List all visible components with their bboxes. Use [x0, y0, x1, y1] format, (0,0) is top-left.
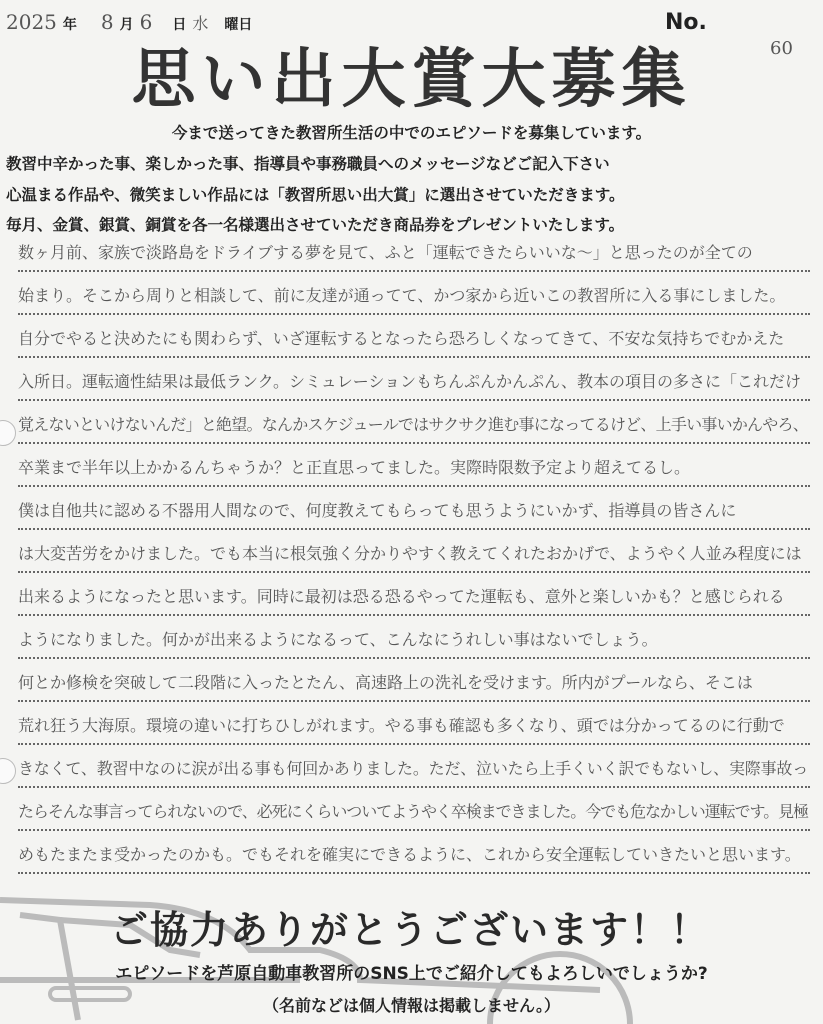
writing-line [18, 831, 810, 874]
writing-line [18, 229, 810, 272]
intro-line: 今まで送ってきた教習所生活の中でのエピソードを募集しています。 [171, 124, 652, 142]
number-value: 60 [770, 38, 793, 59]
date-field [6, 10, 252, 37]
writing-line [18, 444, 810, 487]
writing-line [18, 272, 810, 315]
handwritten-text: 何とか修検を突破して二段階に入ったとたん、高速路上の洗礼を受けます。所内がプールなら、そこは [18, 673, 753, 692]
writing-line [18, 487, 810, 530]
year-value: 2025 [6, 10, 57, 34]
writing-line [18, 702, 810, 745]
handwritten-text: 僕は自他共に認める不器用人間なので、何度教えてもらっても思うようにいかず、指導員の皆さんに [18, 501, 737, 520]
writing-line [18, 358, 810, 401]
handwritten-text: 数ヶ月前、家族で淡路島をドライブする夢を見て、ふと「運転できたらいいな～」と思ったのが全ての [18, 243, 753, 262]
handwritten-text: ようになりました。何かが出来るようになるって、こんなにうれしい事はないでしょう。 [18, 630, 658, 649]
handwritten-text: 始まり。そこから周りと相談して、前に友達が通ってて、かつ家から近いこの教習所に入る事にしました。 [18, 286, 786, 305]
weekday-value: 水 [192, 14, 209, 33]
privacy-note: （名前などは個人情報は掲載しません。） [263, 996, 560, 1015]
writing-line [18, 788, 810, 831]
punch-hole [0, 758, 16, 784]
handwritten-text: 覚えないといけないんだ」と絶望。なんかスケジュールではサクサク進む事になってるけど、上手い事いかんやろ、 [18, 415, 808, 434]
thanks-message: ご協力ありがとうございます！！ [109, 908, 710, 952]
page-title: 思い出大賞大募集 [131, 43, 692, 117]
handwritten-text: 荒れ狂う大海原。環境の違いに打ちひしがれます。やる事も確認も多くなり、頭では分かってるのに行動で [18, 716, 785, 735]
handwritten-text: 出来るようになったと思います。同時に最初は恐る恐るやってた運転も、意外と楽しいかも？と感じられる [18, 587, 785, 606]
handwritten-text: きなくて、教習中なのに涙が出る事も何回かありました。ただ、泣いたら上手くいく訳でもないし、実際事故っ [18, 759, 808, 778]
handwritten-text: 入所日。運転適性結果は最低ランク。シミュレーションもちんぷんかんぷん、教本の項目の多さに「これだけ [18, 372, 802, 391]
writing-line [18, 530, 810, 573]
writing-line [18, 401, 810, 444]
month-label: 月 [119, 17, 134, 33]
handwritten-text: 自分でやると決めたにも関わらず、いざ運転するとなったら恐ろしくなってきて、不安な気持ちでむかえた [18, 329, 785, 348]
writing-line [18, 573, 810, 616]
day-label: 日 [172, 17, 187, 33]
intro-line: 心温まる作品や、微笑ましい作品には「教習所思い出大賞」に選出させていただきます。 [6, 186, 625, 204]
sns-consent-question: エピソードを芦原自動車教習所のSNS上でご紹介してもよろしいでしょうか? [115, 964, 708, 984]
intro-line: 教習中辛かった事、楽しかった事、指導員や事務職員へのメッセージなどご記入下さい [6, 155, 610, 173]
writing-line [18, 315, 810, 358]
weekday-label: 曜日 [224, 17, 253, 33]
day-value: 6 [139, 10, 153, 34]
handwritten-text: たらそんな事言ってられないので、必死にくらいついてようやく卒検まできました。今でも危なかしい運転です。見極 [18, 802, 808, 821]
number-label: No. [665, 10, 707, 35]
writing-line [18, 745, 810, 788]
handwritten-text: 卒業まで半年以上かかるんちゃうか？と正直思ってました。実際時限数予定より超えてるし。 [18, 458, 691, 477]
writing-line [18, 616, 810, 659]
writing-line [18, 659, 810, 702]
intro-line: 毎月、金賞、銀賞、銅賞を各一名様選出させていただき商品券をプレゼントいたします。 [6, 216, 625, 234]
punch-hole [0, 420, 16, 446]
handwritten-text: めもたまたま受かったのかも。でもそれを確実にできるように、これから安全運転していきたいと思います。 [18, 845, 801, 864]
year-label: 年 [62, 17, 77, 33]
handwritten-text: は大変苦労をかけました。でも本当に根気強く分かりやすく教えてくれたおかげで、ようやく人並み程度には [18, 544, 802, 563]
month-value: 8 [100, 10, 114, 34]
